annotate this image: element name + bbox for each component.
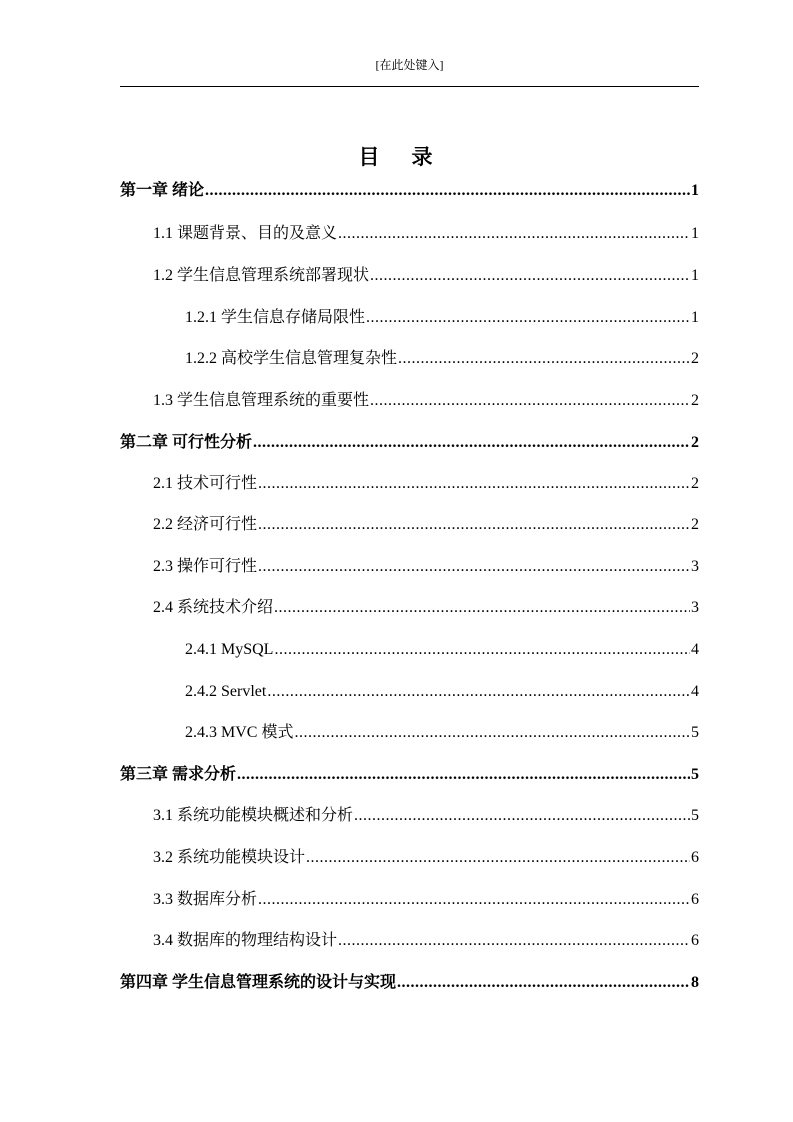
toc-entry-3-1[interactable] [153,804,699,828]
toc-entry-page: 6 [691,932,699,949]
toc-entry-page: 2 [691,475,699,492]
toc-title-char-2: 录 [411,145,435,169]
toc-entry-label: 1.2.2 高校学生信息管理复杂性 [185,350,398,367]
toc-entry-label: 2.4.1 MySQL [185,641,274,658]
toc-entry-label: 3.4 数据库的物理结构设计 [153,932,338,949]
toc-entry-page: 2 [691,516,699,533]
toc-entry-page: 2 [691,434,699,451]
toc-entry-1-2-1[interactable] [185,306,699,330]
toc-entry-label: 2.1 技术可行性 [153,475,258,492]
toc-entry-2-3[interactable] [153,555,699,579]
toc-entry-label: 2.4.2 Servlet [185,683,267,700]
toc-entry-chapter-3[interactable] [120,763,699,787]
toc-entry-page: 3 [691,558,699,575]
toc-leader-dots [306,846,690,870]
toc-entry-label: 2.4 系统技术介绍 [153,599,274,616]
toc-entry-label: 第三章 需求分析 [120,766,237,783]
toc-leader-dots [370,389,690,413]
toc-entry-1-3[interactable] [153,389,699,413]
toc-entry-label: 1.3 学生信息管理系统的重要性 [153,392,370,409]
toc-entry-1-2[interactable] [153,264,699,288]
toc-entry-2-2[interactable] [153,513,699,537]
toc-leader-dots [338,222,690,246]
toc-entry-2-4-3[interactable] [185,721,699,745]
toc-leader-dots [397,971,690,995]
toc-entry-page: 5 [691,724,699,741]
toc-entry-label: 第四章 学生信息管理系统的设计与实现 [120,974,397,991]
toc-entry-2-4-1[interactable] [185,638,699,662]
toc-entry-page: 4 [691,683,699,700]
toc-entry-page: 2 [691,350,699,367]
toc-entry-page: 8 [691,974,699,991]
toc-entry-page: 4 [691,641,699,658]
toc-leader-dots [205,179,690,203]
toc-entry-label: 第二章 可行性分析 [120,434,253,451]
toc-entry-page: 1 [691,182,699,199]
toc-entry-1-1[interactable] [153,222,699,246]
toc-leader-dots [237,763,690,787]
toc-entry-page: 1 [691,225,699,242]
toc-entry-label: 2.2 经济可行性 [153,516,258,533]
toc-leader-dots [338,929,690,953]
toc-entry-2-4[interactable] [153,596,699,620]
toc-entry-label: 第一章 绪论 [120,182,205,199]
toc-entry-3-3[interactable] [153,888,699,912]
toc-leader-dots [370,264,690,288]
toc-leader-dots [258,555,690,579]
toc-entry-label: 1.2.1 学生信息存储局限性 [185,309,366,326]
toc-entry-page: 6 [691,891,699,908]
toc-entry-chapter-1[interactable] [120,179,699,203]
toc-entry-page: 6 [691,849,699,866]
toc-title [0,144,793,170]
toc-entry-label: 2.4.3 MVC 模式 [185,724,294,741]
toc-leader-dots [294,721,690,745]
toc-entry-page: 3 [691,599,699,616]
toc-entry-page: 5 [691,807,699,824]
page-header: [在此处键入] [375,58,444,72]
toc-entry-label: 2.3 操作可行性 [153,558,258,575]
toc-entry-label: 3.2 系统功能模块设计 [153,849,306,866]
toc-entry-label: 1.1 课题背景、目的及意义 [153,225,338,242]
toc-entry-page: 1 [691,267,699,284]
toc-leader-dots [258,513,690,537]
toc-leader-dots [258,472,690,496]
toc-leader-dots [267,680,690,704]
toc-entry-page: 2 [691,392,699,409]
toc-leader-dots [354,804,690,828]
toc-entry-label: 3.1 系统功能模块概述和分析 [153,807,354,824]
toc-entry-chapter-2[interactable] [120,431,699,455]
toc-title-char-1: 目 [358,145,382,169]
toc-entry-label: 3.3 数据库分析 [153,891,258,908]
toc-entry-chapter-4[interactable] [120,971,699,995]
toc-leader-dots [258,888,690,912]
toc-entry-3-2[interactable] [153,846,699,870]
toc-entry-label: 1.2 学生信息管理系统部署现状 [153,267,370,284]
toc-entry-page: 1 [691,309,699,326]
toc-leader-dots [366,306,690,330]
toc-leader-dots [398,347,690,371]
toc-leader-dots [274,638,690,662]
toc-entry-2-1[interactable] [153,472,699,496]
header-rule [120,86,699,87]
toc-entry-1-2-2[interactable] [185,347,699,371]
toc-entry-page: 5 [691,766,699,783]
toc-leader-dots [274,596,690,620]
toc-entry-3-4[interactable] [153,929,699,953]
toc-entry-2-4-2[interactable] [185,680,699,704]
toc-leader-dots [253,431,690,455]
